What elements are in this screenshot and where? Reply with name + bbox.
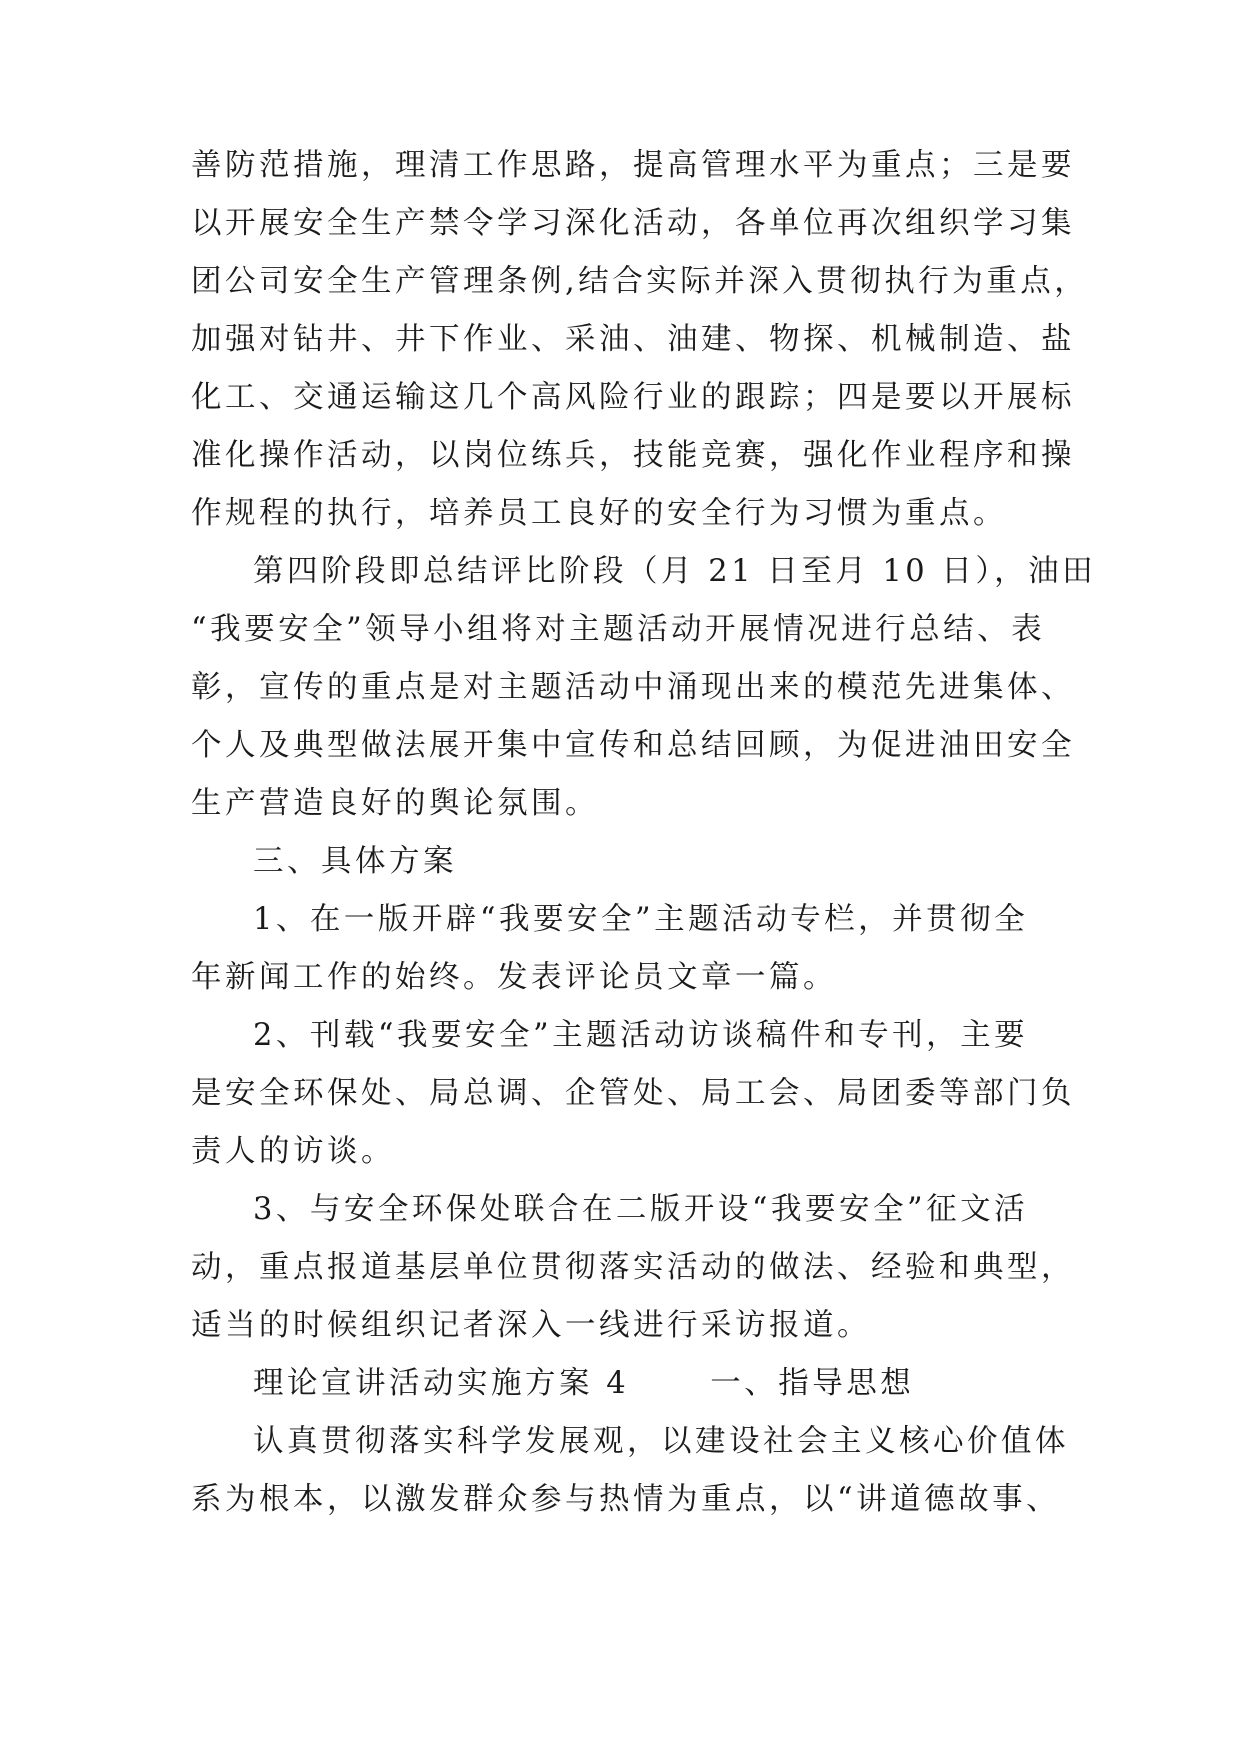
text-line: 系为根本，以激发群众参与热情为重点，以“讲道德故事、: [191, 1482, 1061, 1517]
text-line: 2、刊载“我要安全”主题活动访谈稿件和专刊，主要: [253, 1018, 1029, 1053]
text-line: 作规程的执行，培养员工良好的安全行为习惯为重点。: [191, 496, 1007, 531]
text-line: 个人及典型做法展开集中宣传和总结回顾，为促进油田安全: [191, 728, 1075, 763]
text-line: 生产营造良好的舆论氛围。: [191, 786, 599, 821]
text-line: 团公司安全生产管理条例,结合实际并深入贯彻执行为重点，: [191, 264, 1089, 299]
text-line: “我要安全”领导小组将对主题活动开展情况进行总结、表: [191, 612, 1046, 647]
text-line: 以开展安全生产禁令学习深化活动，各单位再次组织学习集: [191, 206, 1075, 241]
text-line: 3、与安全环保处联合在二版开设“我要安全”征文活: [253, 1192, 1029, 1227]
section-heading: 理论宣讲活动实施方案 4 一、指导思想: [253, 1366, 915, 1401]
text-line: 认真贯彻落实科学发展观，以建设社会主义核心价值体: [253, 1424, 1069, 1459]
text-line: 善防范措施，理清工作思路，提高管理水平为重点；三是要: [191, 148, 1075, 183]
text-line: 加强对钻井、井下作业、采油、油建、物探、机械制造、盐: [191, 322, 1075, 357]
text-line: 彰，宣传的重点是对主题活动中涌现出来的模范先进集体、: [191, 670, 1075, 705]
section-heading: 三、具体方案: [253, 844, 457, 879]
text-line: 责人的访谈。: [191, 1134, 395, 1169]
text-line: 动，重点报道基层单位贯彻落实活动的做法、经验和典型，: [191, 1250, 1075, 1285]
text-line: 是安全环保处、局总调、企管处、局工会、局团委等部门负: [191, 1076, 1075, 1111]
text-line: 准化操作活动，以岗位练兵，技能竞赛，强化作业程序和操: [191, 438, 1075, 473]
text-line: 年新闻工作的始终。发表评论员文章一篇。: [191, 960, 837, 995]
text-line: 适当的时候组织记者深入一线进行采访报道。: [191, 1308, 871, 1343]
text-line: 1、在一版开辟“我要安全”主题活动专栏，并贯彻全: [253, 902, 1029, 937]
text-line: 第四阶段即总结评比阶段（月 21 日至月 10 日），油田: [253, 554, 1097, 589]
text-line: 化工、交通运输这几个高风险行业的跟踪；四是要以开展标: [191, 380, 1075, 415]
